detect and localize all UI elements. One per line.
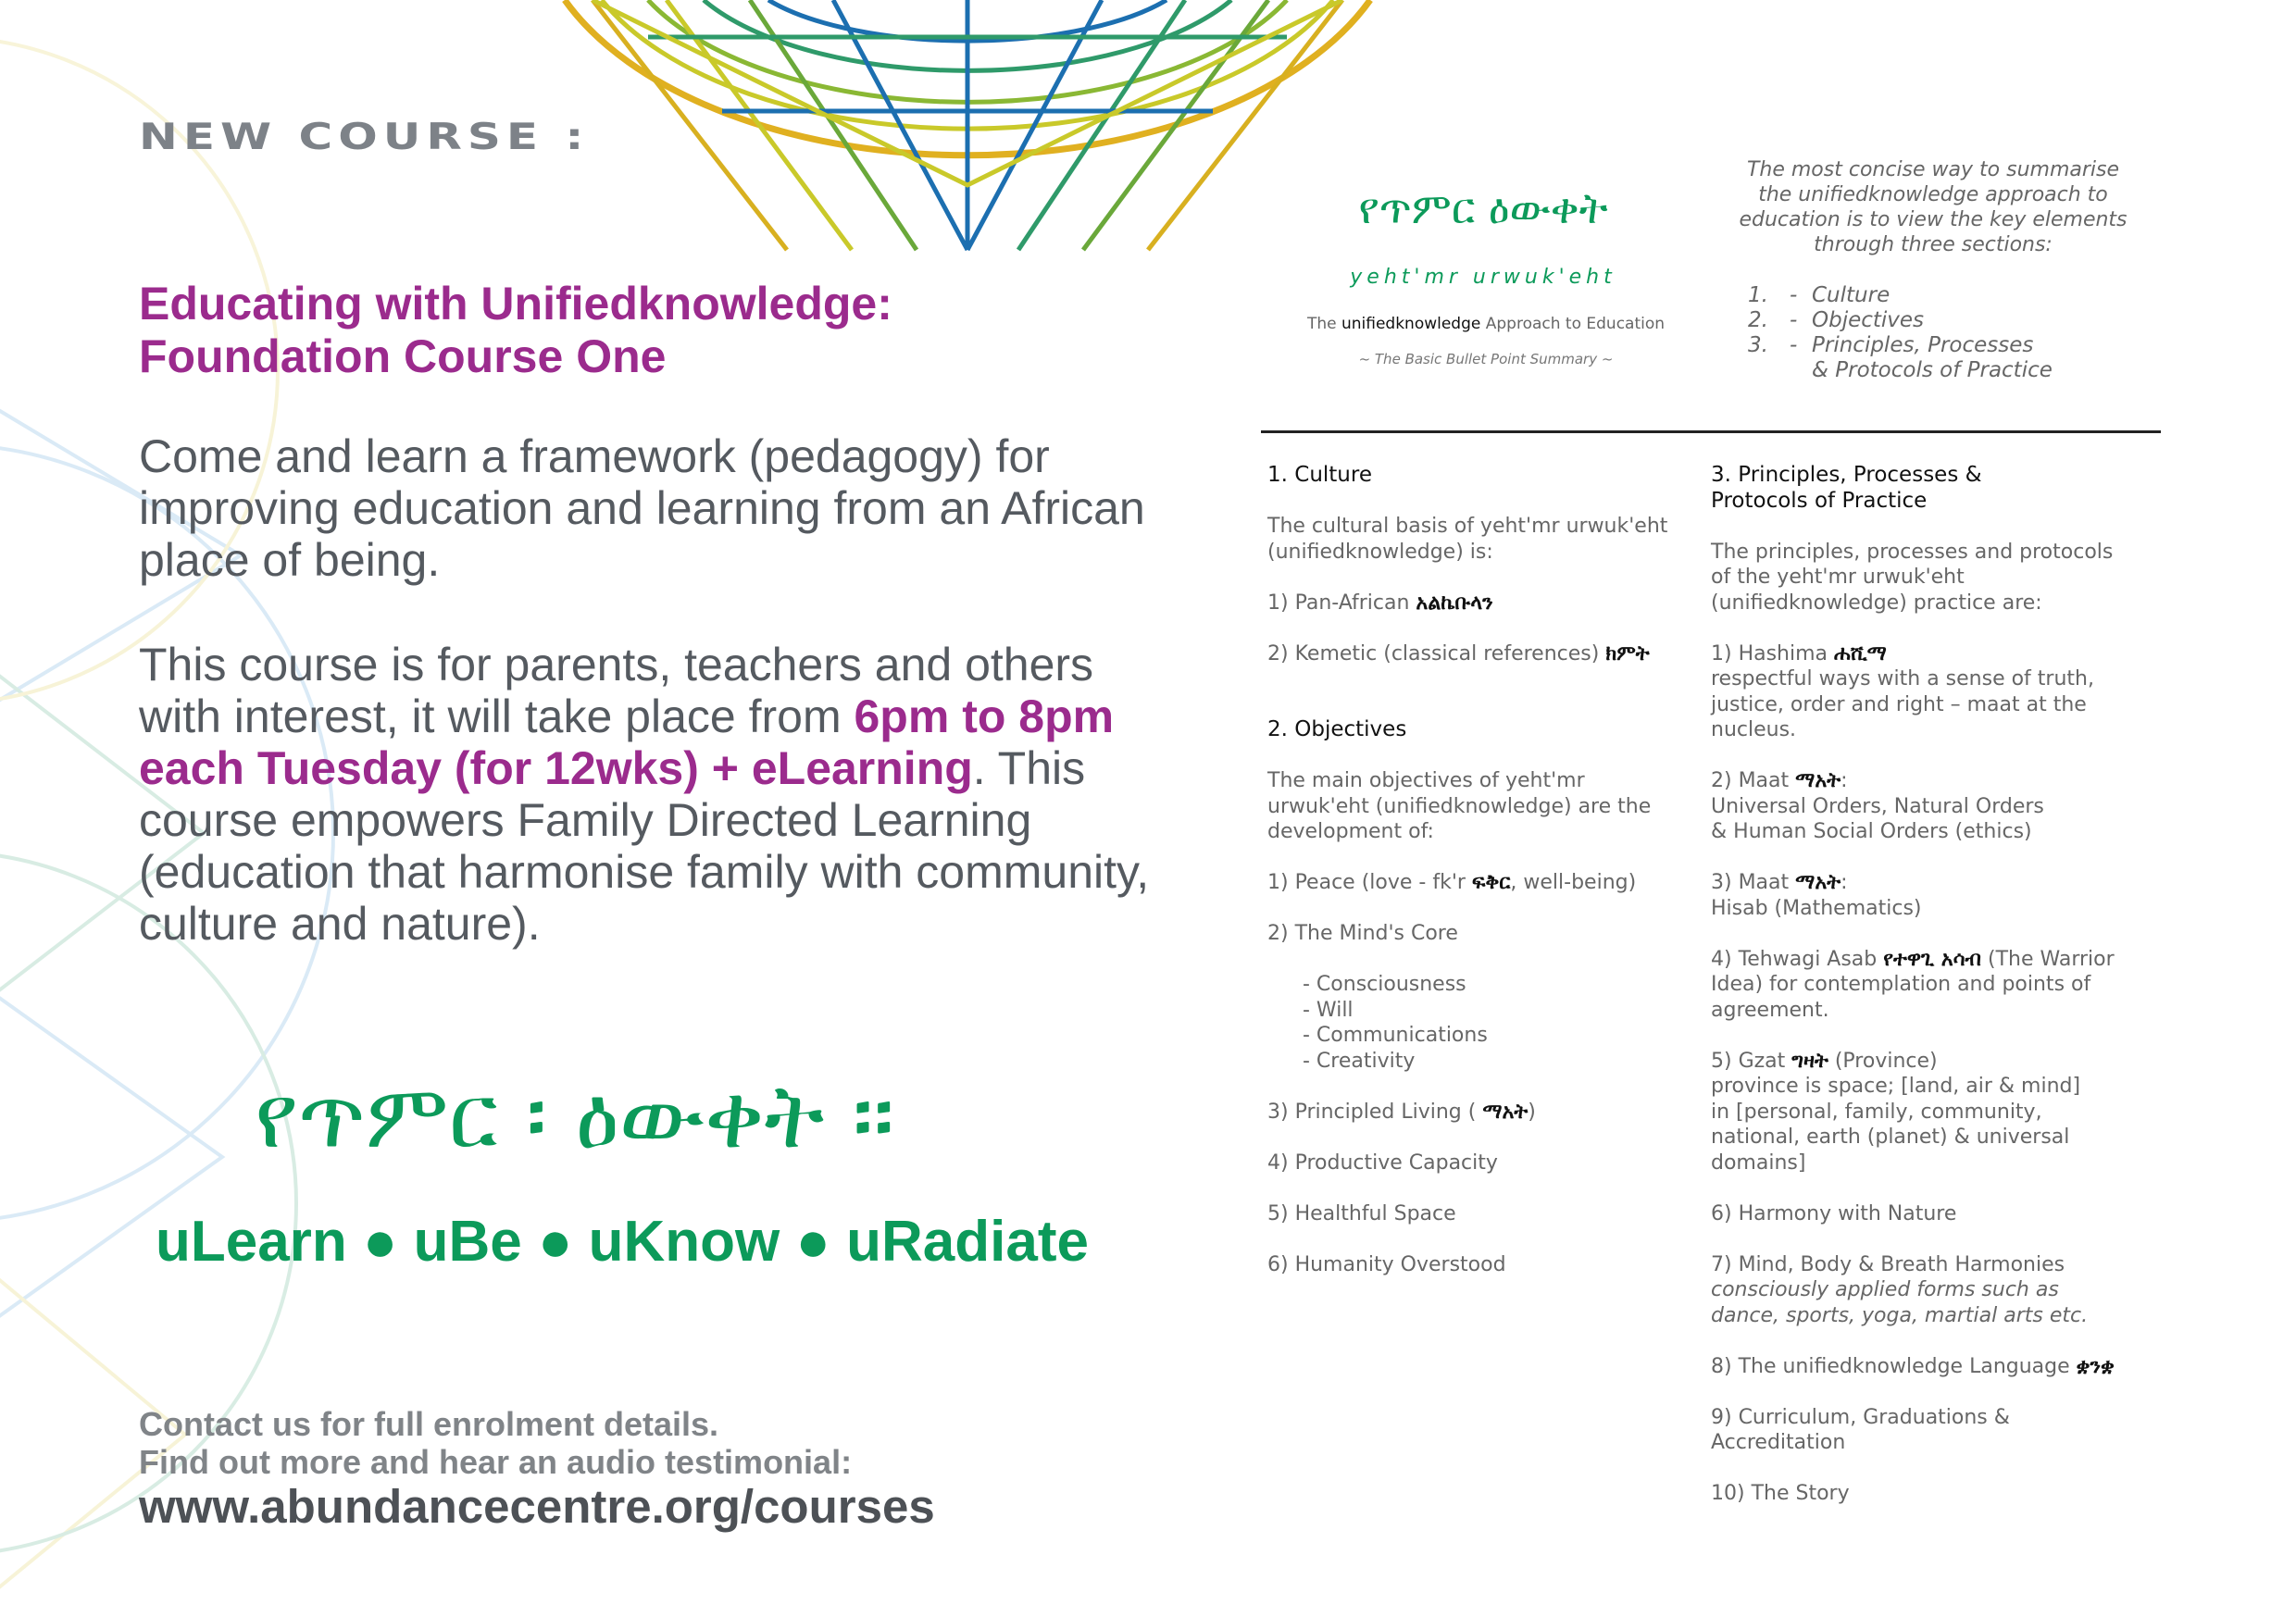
item-text: (The Warrior — [1981, 947, 2115, 971]
item-ethiopic: ፍቅር — [1471, 871, 1511, 894]
principle-item: 7) Mind, Body & Breath Harmonies — [1711, 1252, 2065, 1276]
item-text: 2) Kemetic (classical references) — [1267, 641, 1606, 665]
section-num: 3. — [1748, 333, 1768, 357]
objective-item — [1267, 870, 1693, 896]
objective-subitem: - Communications — [1303, 1024, 1488, 1047]
culture-objectives-column — [1267, 463, 1693, 1277]
section-item — [1748, 333, 2053, 358]
summary-transliteration: yeht'mr urwuk'eht — [1350, 266, 1616, 289]
culture-item — [1267, 591, 1693, 616]
objective-item: 2) The Mind's Core — [1267, 922, 1458, 945]
summary-approach — [1292, 315, 1680, 333]
item-text: 1) Pan-African — [1267, 591, 1416, 615]
item-text: , well-being) — [1510, 871, 1637, 894]
section-item-continued: & Protocols of Practice — [1812, 358, 2053, 382]
objective-subitem: - Consciousness — [1303, 973, 1466, 996]
contact-line2: Find out more and hear an audio testimonial: — [139, 1443, 853, 1481]
principle-detail: national, earth (planet) & universal — [1711, 1126, 2070, 1149]
objective-item: 5) Healthful Space — [1267, 1201, 1456, 1225]
objective-subitem: - Will — [1303, 998, 1354, 1022]
item-ethiopic: ማአት — [1795, 769, 1841, 792]
new-course-heading: NEW COURSE : — [139, 116, 590, 158]
culture-item — [1267, 641, 1693, 667]
item-text: : — [1841, 871, 1848, 894]
section-list — [1748, 283, 2053, 383]
principle-item — [1711, 768, 2155, 794]
section-text: Principles, Processes — [1812, 333, 2034, 357]
objectives-intro: urwuk'eht (unifiedknowledge) are the — [1267, 794, 1652, 818]
item-text: 3) Maat — [1711, 871, 1796, 894]
principle-detail: in [personal, family, community, — [1711, 1100, 2042, 1124]
objectives-intro: development of: — [1267, 820, 1434, 843]
section-dash: - — [1790, 333, 1798, 357]
principle-item — [1711, 1354, 2155, 1380]
principle-detail: consciously applied forms such as — [1711, 1278, 2059, 1301]
approach-post: Approach to Education — [1480, 315, 1666, 333]
schedule-highlight: 6pm to 8pm each Tuesday (for 12wks) + eLearning — [139, 690, 1115, 794]
section-num: 2. — [1748, 308, 1768, 332]
approach-pre: The — [1306, 315, 1341, 333]
item-ethiopic: ማአት — [1482, 1100, 1529, 1124]
item-ethiopic: ሐሺማ — [1834, 641, 1887, 665]
principle-detail: Accreditation — [1711, 1431, 1846, 1454]
summary-subtitle: ~ The Basic Bullet Point Summary ~ — [1358, 351, 1614, 367]
section-item — [1748, 308, 2053, 333]
course-schedule-paragraph — [139, 639, 1157, 950]
principle-item — [1711, 947, 2155, 973]
item-text: 3) Principled Living ( — [1267, 1100, 1483, 1124]
course-description: Come and learn a framework (pedagogy) for improving education and learning from an African place of being. — [139, 430, 1145, 586]
principle-detail: & Human Social Orders (ethics) — [1711, 820, 2032, 843]
principle-item — [1711, 641, 2155, 667]
principle-detail: Idea) for contemplation and points of — [1711, 973, 2091, 996]
item-text: : — [1841, 769, 1848, 792]
summary-intro — [1702, 157, 2165, 257]
section-text: Objectives — [1812, 308, 1925, 332]
intro-line: education is to view the key elements — [1739, 208, 2128, 231]
principle-detail: nucleus. — [1711, 718, 1797, 741]
section-text: Culture — [1812, 283, 1890, 307]
principle-detail: domains] — [1711, 1151, 1806, 1175]
principle-item — [1711, 1049, 2155, 1075]
culture-intro: The cultural basis of yeht'mr urwuk'eht — [1267, 515, 1668, 538]
item-ethiopic: የተዋጊ አሳብ — [1883, 947, 1982, 971]
objective-item: 6) Humanity Overstood — [1267, 1252, 1506, 1276]
divider-line — [1261, 430, 2161, 433]
principles-intro: (unifiedknowledge) practice are: — [1711, 591, 2042, 615]
principles-heading: 3. Principles, Processes & — [1711, 463, 1982, 487]
item-text: 8) The unifiedknowledge Language — [1711, 1354, 2077, 1378]
culture-intro: (unifiedknowledge) is: — [1267, 540, 1493, 564]
section-num: 1. — [1748, 283, 1768, 307]
intro-line: through three sections: — [1814, 233, 2053, 256]
objective-subitem: - Creativity — [1303, 1049, 1416, 1073]
principle-item: 10) The Story — [1711, 1482, 1850, 1505]
contact-text — [139, 1405, 852, 1481]
principle-detail: province is space; [land, air & mind] — [1711, 1075, 2081, 1098]
objectives-heading: 2. Objectives — [1267, 717, 1407, 741]
item-text: ) — [1528, 1100, 1536, 1124]
section-item — [1748, 283, 2053, 308]
principle-item — [1711, 870, 2155, 896]
principle-detail: dance, sports, yoga, martial arts etc. — [1711, 1303, 2089, 1327]
amharic-title: የጥምር ፡ ዕውቀት ፡፡ — [255, 1064, 895, 1168]
approach-strong: unifiedknowledge — [1341, 315, 1481, 333]
course-title-line1: Educating with Unifiedknowledge: — [139, 278, 892, 330]
principles-heading: Protocols of Practice — [1711, 488, 1928, 513]
objective-item — [1267, 1100, 1693, 1126]
culture-heading: 1. Culture — [1267, 463, 1372, 487]
contact-line1: Contact us for full enrolment details. — [139, 1405, 719, 1443]
section-dash: - — [1790, 308, 1798, 332]
principle-detail: respectful ways with a sense of truth, — [1711, 667, 2094, 690]
principles-intro: The principles, processes and protocols — [1711, 540, 2114, 564]
course-title — [139, 278, 1157, 383]
website-link[interactable]: www.abundancecentre.org/courses — [139, 1480, 935, 1533]
schedule-text-b: . This course empowers Family Directed Learning (education that harmonise family with community, culture and nature). — [139, 742, 1150, 950]
principle-detail: Hisab (Mathematics) — [1711, 896, 1922, 920]
principle-item: 6) Harmony with Nature — [1711, 1201, 1957, 1225]
item-ethiopic: ማአት — [1795, 871, 1841, 894]
summary-amharic-title: የጥምር ዕውቀት — [1358, 183, 1608, 233]
intro-line: The most concise way to summarise — [1746, 158, 2120, 181]
item-ethiopic: ግዛት — [1791, 1049, 1828, 1073]
item-ethiopic: ክምት — [1605, 641, 1650, 665]
item-ethiopic: ቋንቋ — [2076, 1354, 2115, 1378]
intro-line: the unifiedknowledge approach to — [1758, 183, 2108, 206]
item-text: 1) Peace (love - fk'r — [1267, 871, 1472, 894]
schedule-text-a: This course is for parents, teachers and others with interest, it will take place from — [139, 639, 1094, 742]
objectives-intro: The main objectives of yeht'mr — [1267, 769, 1585, 792]
principles-intro: of the yeht'mr urwuk'eht — [1711, 566, 1965, 589]
course-title-line2: Foundation Course One — [139, 330, 667, 382]
item-text: 2) Maat — [1711, 769, 1796, 792]
principles-column — [1711, 463, 2155, 1507]
item-ethiopic: አልኬቡላን — [1416, 591, 1493, 615]
objective-item: 4) Productive Capacity — [1267, 1151, 1498, 1175]
principle-detail: agreement. — [1711, 998, 1829, 1022]
item-text: 5) Gzat — [1711, 1049, 1792, 1073]
item-text: (Province) — [1828, 1049, 1938, 1073]
principle-item: 9) Curriculum, Graduations & — [1711, 1405, 2010, 1429]
principle-detail: justice, order and right – maat at the — [1711, 692, 2087, 716]
mandala-sun — [565, 0, 1370, 250]
item-text: 4) Tehwagi Asab — [1711, 947, 1884, 971]
item-text: 1) Hashima — [1711, 641, 1835, 665]
slogan: uLearn ● uBe ● uKnow ● uRadiate — [156, 1210, 1089, 1274]
principle-detail: Universal Orders, Natural Orders — [1711, 794, 2044, 818]
section-dash: - — [1790, 283, 1798, 307]
